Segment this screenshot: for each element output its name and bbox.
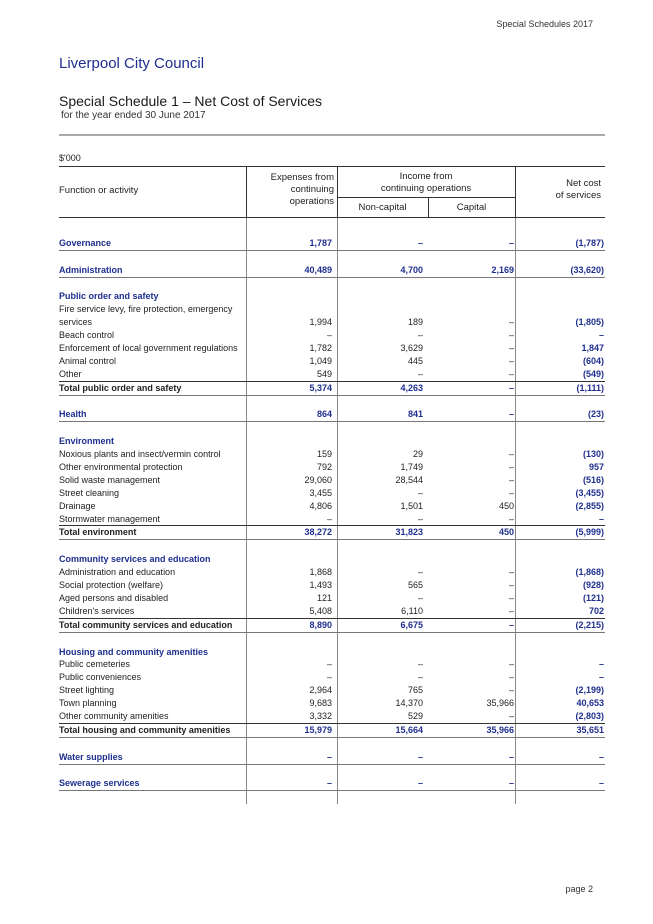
capital-cell: – [508, 462, 514, 473]
net-cost-cell: (2,199) [575, 685, 604, 696]
expenses-cell: 5,408 [309, 605, 332, 616]
capital-cell: – [508, 368, 514, 379]
expenses-cell: 1,493 [309, 580, 332, 591]
net-cost-cell: (2,855) [575, 500, 604, 511]
row-label: Sewerage services [59, 778, 140, 789]
row-label: Environment [59, 436, 115, 447]
expenses-cell: 1,049 [309, 355, 332, 366]
table-row [59, 487, 605, 500]
noncapital-cell: – [417, 513, 423, 524]
row-label: Drainage [59, 500, 96, 511]
net-cost-cell: (23) [587, 409, 604, 420]
row-label: Housing and community amenities [59, 646, 209, 657]
noncapital-cell: 4,263 [400, 382, 423, 393]
capital-cell: – [508, 513, 514, 524]
total-row [59, 618, 605, 633]
noncapital-cell: – [417, 237, 423, 248]
row-label: Total environment [59, 527, 137, 538]
table-row [59, 710, 605, 723]
document-header-label: Special Schedules 2017 [496, 19, 593, 29]
net-cost-cell: (130) [582, 449, 604, 460]
noncapital-cell: 14,370 [395, 698, 423, 709]
net-cost-cell: (121) [582, 592, 604, 603]
capital-cell: – [508, 685, 514, 696]
noncapital-cell: 6,110 [401, 605, 423, 616]
noncapital-cell: – [417, 751, 423, 762]
row-label: Total public order and safety [59, 382, 182, 393]
table-row [59, 303, 605, 316]
net-cost-cell: (549) [582, 368, 604, 379]
schedule-subtitle: for the year ended 30 June 2017 [61, 110, 206, 121]
table-row [59, 566, 605, 579]
net-cost-cell: (3,455) [575, 487, 604, 498]
row-label: Solid waste management [59, 474, 161, 485]
page-number: page 2 [565, 884, 593, 894]
noncapital-cell: 31,823 [395, 527, 423, 538]
organisation-name: Liverpool City Council [59, 55, 205, 72]
expenses-cell: 40,489 [304, 264, 332, 275]
net-cost-cell: – [598, 672, 604, 683]
expenses-cell: – [326, 659, 332, 670]
noncapital-cell: 565 [407, 580, 423, 591]
row-label: Stormwater management [59, 513, 161, 524]
capital-cell: 2,169 [491, 264, 514, 275]
expenses-cell: 9,683 [309, 698, 332, 709]
noncapital-cell: 28,544 [395, 474, 423, 485]
expenses-cell: 1,868 [309, 567, 332, 578]
net-cost-cell: – [598, 659, 604, 670]
expenses-cell: 4,806 [309, 500, 332, 511]
capital-cell: – [508, 672, 514, 683]
expenses-cell: – [326, 751, 332, 762]
table-row [59, 448, 605, 461]
net-cost-cell: 1,847 [581, 343, 604, 354]
capital-cell: – [508, 355, 514, 366]
net-cost-cell: (1,805) [575, 317, 604, 328]
noncapital-cell: – [417, 330, 423, 341]
expenses-cell: 121 [316, 592, 332, 603]
table-row [59, 579, 605, 592]
net-cost-cell: (2,215) [575, 619, 604, 630]
row-label: Fire service levy, fire protection, emergency [59, 304, 233, 315]
row-label: Water supplies [59, 751, 123, 762]
expenses-cell: 549 [316, 368, 332, 379]
row-label: Other community amenities [59, 710, 169, 721]
table-row [59, 605, 605, 618]
table-row [59, 368, 605, 381]
noncapital-cell: 1,749 [400, 462, 423, 473]
noncapital-cell: 189 [407, 317, 423, 328]
row-label: Administration and education [59, 567, 176, 578]
expenses-cell: 792 [316, 462, 332, 473]
table-row [59, 342, 605, 355]
expenses-cell: 5,374 [309, 382, 332, 393]
row-label: Public cemeteries [59, 659, 131, 670]
capital-cell: 450 [498, 527, 514, 538]
noncapital-cell: 1,501 [400, 500, 423, 511]
net-cost-cell: – [598, 513, 604, 524]
capital-cell: – [508, 659, 514, 670]
net-cost-cell: 702 [588, 605, 604, 616]
group-row [59, 553, 605, 566]
net-cost-cell: (5,999) [575, 527, 604, 538]
capital-cell: – [508, 449, 514, 460]
table-row [59, 316, 605, 329]
net-cost-cell: (1,787) [575, 237, 604, 248]
noncapital-cell: 15,664 [395, 724, 423, 735]
net-cost-cell: (516) [582, 474, 604, 485]
row-label: Other environmental protection [59, 462, 183, 473]
expenses-cell: 15,979 [304, 724, 332, 735]
capital-cell: – [508, 619, 514, 630]
noncapital-cell: 3,629 [400, 343, 423, 354]
group-row [59, 408, 605, 422]
group-row [59, 751, 605, 765]
table-header [59, 166, 605, 218]
noncapital-cell: – [417, 487, 423, 498]
noncapital-cell: – [417, 368, 423, 379]
row-label: Social protection (welfare) [59, 580, 164, 591]
row-label: Governance [59, 237, 112, 248]
table-row [59, 697, 605, 710]
capital-cell: – [508, 592, 514, 603]
noncapital-cell: – [417, 592, 423, 603]
capital-cell: – [508, 317, 514, 328]
expenses-cell: – [326, 513, 332, 524]
group-row [59, 435, 605, 448]
capital-cell: – [508, 605, 514, 616]
net-cost-cell: (928) [582, 580, 604, 591]
table-row [59, 474, 605, 487]
row-label: Other [59, 368, 82, 379]
title-rule [59, 134, 605, 136]
row-label: Children's services [59, 605, 135, 616]
noncapital-cell: – [417, 672, 423, 683]
col-expenses-header: Expenses from continuing operations [270, 172, 334, 207]
expenses-cell: 3,332 [309, 710, 332, 721]
net-cost-cell: – [598, 751, 604, 762]
capital-cell: – [508, 580, 514, 591]
capital-cell: – [508, 343, 514, 354]
expenses-cell: 1,787 [309, 237, 332, 248]
schedule-title: Special Schedule 1 – Net Cost of Services [59, 93, 323, 109]
row-label: Total community services and education [59, 619, 233, 630]
expenses-cell: 8,890 [309, 619, 332, 630]
capital-cell: – [508, 474, 514, 485]
col-capital-header: Capital [456, 202, 487, 213]
total-row [59, 525, 605, 540]
row-label: Health [59, 409, 87, 420]
capital-cell: 35,966 [486, 724, 514, 735]
table-body [59, 218, 605, 804]
net-cost-cell: – [598, 330, 604, 341]
capital-cell: – [508, 751, 514, 762]
noncapital-cell: 841 [407, 409, 423, 420]
row-label: Town planning [59, 698, 117, 709]
net-cost-cell: 957 [588, 462, 604, 473]
noncapital-cell: 445 [407, 355, 423, 366]
table-row [59, 658, 605, 671]
row-label: Administration [59, 264, 123, 275]
row-label: Noxious plants and insect/vermin control [59, 449, 221, 460]
row-label: Street cleaning [59, 487, 120, 498]
group-row [59, 290, 605, 303]
col-function-header: Function or activity [59, 185, 139, 196]
expenses-cell: 1,782 [309, 343, 332, 354]
noncapital-cell: – [417, 659, 423, 670]
noncapital-cell: 529 [407, 710, 423, 721]
expenses-cell: 29,060 [304, 474, 332, 485]
col-net-header: Net cost of services [555, 178, 601, 201]
noncapital-cell: 29 [412, 449, 423, 460]
group-row [59, 264, 605, 278]
table-row [59, 461, 605, 474]
row-label: Public order and safety [59, 291, 159, 302]
noncapital-cell: – [417, 567, 423, 578]
table-row [59, 500, 605, 513]
noncapital-cell: 765 [407, 685, 423, 696]
row-label: services [59, 317, 93, 328]
net-cost-cell: (604) [582, 355, 604, 366]
noncapital-cell: – [417, 778, 423, 789]
net-cost-cell: (33,620) [570, 264, 604, 275]
row-label: Animal control [59, 355, 117, 366]
table-row [59, 671, 605, 684]
row-label: Total housing and community amenities [59, 724, 231, 735]
row-label: Street lighting [59, 685, 115, 696]
row-label: Beach control [59, 330, 115, 341]
col-income-header: Income from continuing operations [380, 171, 472, 194]
capital-cell: – [508, 778, 514, 789]
table-row [59, 513, 605, 526]
row-label: Public conveniences [59, 672, 142, 683]
row-label: Enforcement of local government regulations [59, 343, 238, 354]
net-cost-cell: 40,653 [576, 698, 604, 709]
row-label: Aged persons and disabled [59, 592, 169, 603]
capital-cell: – [508, 237, 514, 248]
table-row [59, 355, 605, 368]
capital-cell: 450 [498, 500, 514, 511]
net-cost-cell: 35,651 [576, 724, 604, 735]
capital-cell: – [508, 567, 514, 578]
expenses-cell: 159 [316, 449, 332, 460]
capital-cell: – [508, 487, 514, 498]
table-row [59, 329, 605, 342]
expenses-cell: 3,455 [309, 487, 332, 498]
net-cost-cell: (1,868) [575, 567, 604, 578]
row-label: Community services and education [59, 554, 211, 565]
net-cost-cell: – [598, 778, 604, 789]
unit-label: $'000 [59, 153, 81, 163]
capital-cell: 35,966 [486, 698, 514, 709]
expenses-cell: – [326, 778, 332, 789]
col-noncapital-header: Non-capital [358, 202, 407, 213]
expenses-cell: 864 [316, 409, 332, 420]
group-row [59, 777, 605, 791]
capital-cell: – [508, 382, 514, 393]
capital-cell: – [508, 409, 514, 420]
net-cost-table [59, 166, 605, 804]
table-row [59, 684, 605, 697]
expenses-cell: 38,272 [304, 527, 332, 538]
group-row [59, 237, 605, 251]
capital-cell: – [508, 330, 514, 341]
noncapital-cell: 4,700 [400, 264, 423, 275]
net-cost-cell: (2,803) [575, 710, 604, 721]
expenses-cell: – [326, 672, 332, 683]
table-row [59, 592, 605, 605]
expenses-cell: – [326, 330, 332, 341]
expenses-cell: 2,964 [309, 685, 332, 696]
capital-cell: – [508, 710, 514, 721]
expenses-cell: 1,994 [309, 317, 332, 328]
total-row [59, 723, 605, 738]
total-row [59, 381, 605, 396]
noncapital-cell: 6,675 [400, 619, 423, 630]
group-row [59, 646, 605, 659]
net-cost-cell: (1,111) [576, 382, 604, 393]
